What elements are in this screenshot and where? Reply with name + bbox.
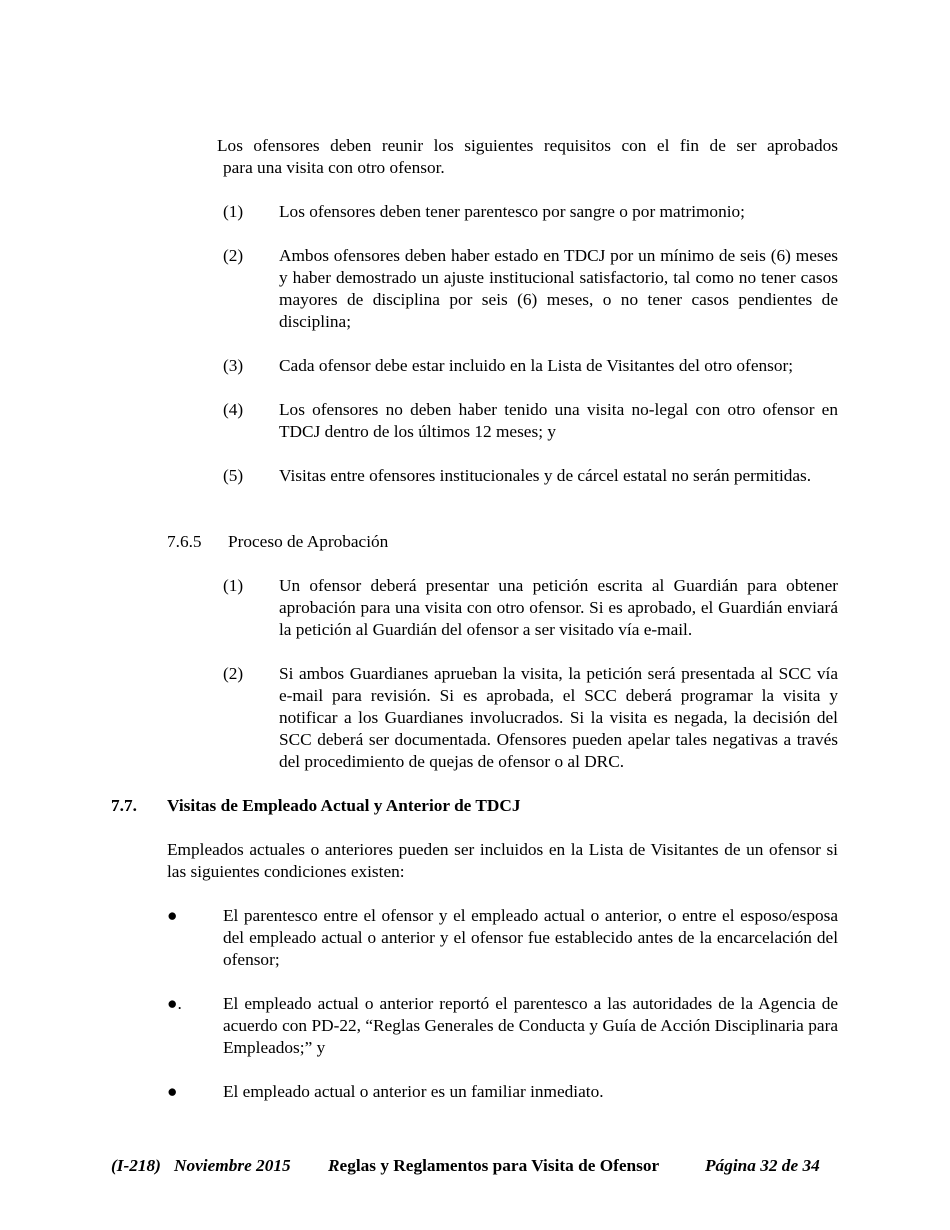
bullet-text: El parentesco entre el ofensor y el empleado actual o anterior, o entre el esposo/esposa del empleado actual o anterior y el ofensor fue establecido antes de la encarcelación del ofensor;: [223, 906, 838, 969]
intro-line-2: para una visita con otro ofensor.: [223, 158, 445, 177]
bullet-text: El empleado actual o anterior reportó el parentesco a las autoridades de la Agencia de acuerdo con PD-22, “Reglas Generales de Conducta y Guía de Acción Disciplinaria para Empleados;” y: [223, 994, 838, 1057]
section-765-title: Proceso de Aprobación: [228, 532, 389, 551]
bullet-marker: ●: [167, 1082, 178, 1101]
requirement-number: (3): [223, 356, 244, 375]
intro-line-1: Los ofensores deben reunir los siguientes requisitos con el fin de ser aprobados: [217, 136, 838, 155]
footer-title-rest: eglas y Reglamentos para Visita de Ofensor: [339, 1156, 660, 1175]
approval-item-text: Un ofensor deberá presentar una petición escrita al Guardián para obtener aprobación para una visita con otro ofensor. Si es aprobado, el Guardián enviará la petición al Guardián del ofensor a ser visitado vía e-mail.: [279, 576, 838, 639]
requirement-text: Ambos ofensores deben haber estado en TDCJ por un mínimo de seis (6) meses y haber demostrado un ajuste institucional satisfactorio, tal como no tener casos mayores de disciplina por seis (6) meses, o no tener casos pendientes de disciplina;: [279, 246, 838, 331]
footer-page: Página 32 de 34: [705, 1156, 820, 1175]
requirement-number: (4): [223, 400, 244, 419]
section-77-number: 7.7.: [111, 796, 137, 815]
approval-item-number: (1): [223, 576, 244, 595]
bullet-marker: ●.: [167, 994, 182, 1013]
approval-item-text: Si ambos Guardianes aprueban la visita, la petición será presentada al SCC vía e-mail para revisión. Si es aprobada, el SCC deberá programar la visita y notificar a los Guardianes involucrados. Si la visita es negada, la decisión del SCC deberá ser documentada. Ofensores pueden apelar tales negativas a través del procedimiento de quejas de ofensor o al DRC.: [279, 664, 838, 771]
section-77-title: Visitas de Empleado Actual y Anterior de TDCJ: [167, 796, 521, 815]
footer-doc-id: (I-218): [111, 1156, 161, 1175]
bullet-text: El empleado actual o anterior es un familiar inmediato.: [223, 1082, 604, 1101]
requirement-text: Visitas entre ofensores institucionales y de cárcel estatal no serán permitidas.: [279, 466, 812, 485]
section-765-number: 7.6.5: [167, 532, 202, 551]
requirement-text: Cada ofensor debe estar incluido en la Lista de Visitantes del otro ofensor;: [279, 356, 794, 375]
requirement-number: (1): [223, 202, 244, 221]
footer-title: [328, 1155, 659, 1177]
footer-title-initial: R: [328, 1156, 340, 1175]
footer-date: Noviembre 2015: [174, 1156, 291, 1175]
requirement-text: Los ofensores deben tener parentesco por sangre o por matrimonio;: [279, 202, 745, 221]
approval-item-number: (2): [223, 664, 244, 683]
requirement-number: (5): [223, 466, 244, 485]
bullet-marker: ●: [167, 906, 178, 925]
section-77-intro: Empleados actuales o anteriores pueden ser incluidos en la Lista de Visitantes de un ofensor si las siguientes condiciones existen:: [167, 840, 838, 881]
requirement-number: (2): [223, 246, 244, 265]
requirement-text: Los ofensores no deben haber tenido una visita no-legal con otro ofensor en TDCJ dentro de los últimos 12 meses; y: [279, 400, 838, 441]
